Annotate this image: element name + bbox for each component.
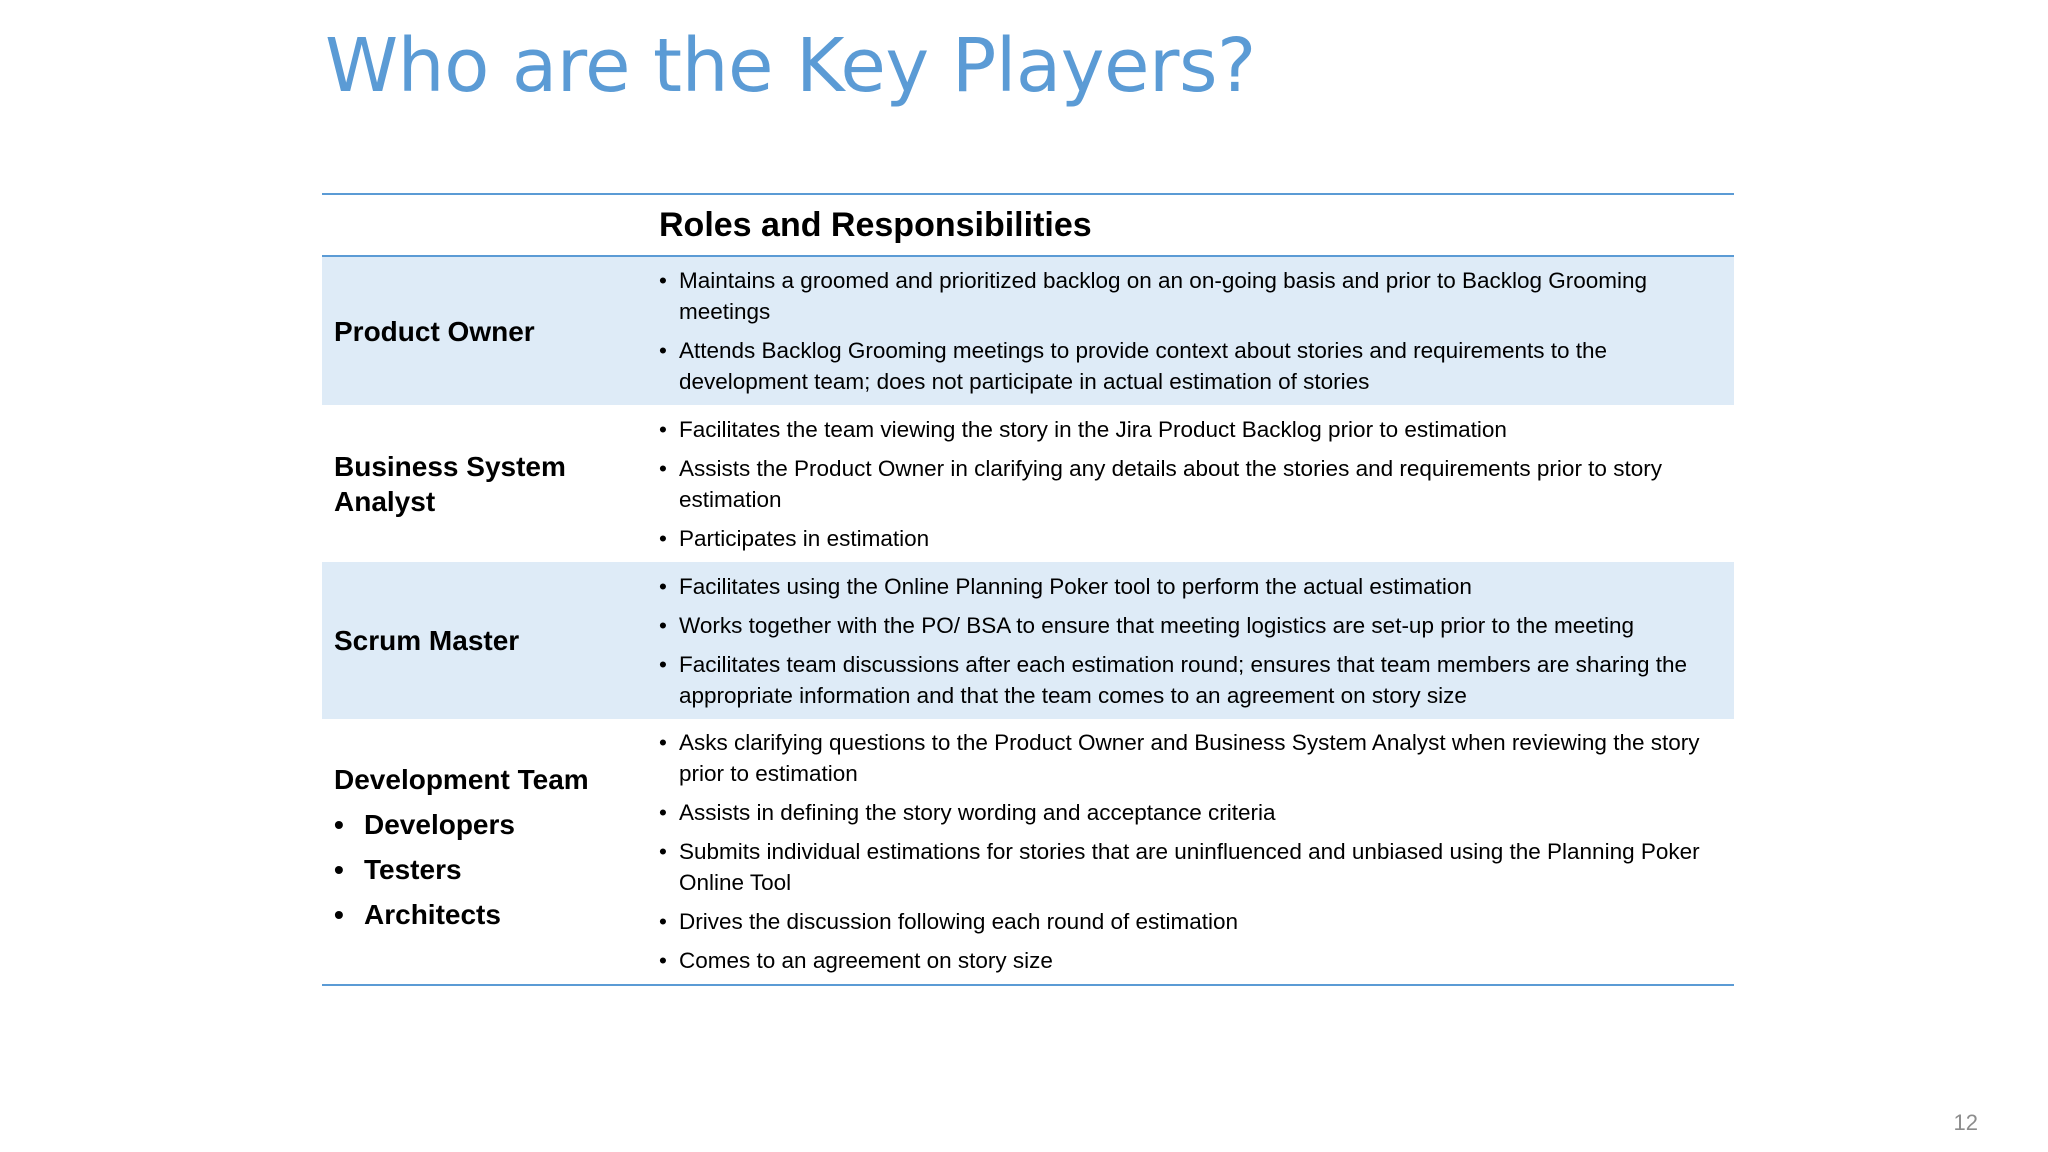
responsibility-list bbox=[659, 265, 1726, 397]
role-name-product-owner: Product Owner bbox=[334, 315, 535, 347]
list-item: • Participates in estimation bbox=[659, 523, 1726, 554]
role-name-development-team: Development Team bbox=[334, 763, 589, 795]
responsibilities-cell bbox=[647, 562, 1734, 719]
list-item: • Asks clarifying questions to the Product Owner and Business System Analyst when reviewing the story prior to estimation bbox=[659, 727, 1726, 789]
table-header-row bbox=[322, 194, 1734, 256]
list-item: • Comes to an agreement on story size bbox=[659, 945, 1726, 976]
sub-role-item: • Testers bbox=[334, 852, 639, 887]
sub-role-item: • Architects bbox=[334, 897, 639, 932]
slide-title: Who are the Key Players? bbox=[325, 23, 1256, 109]
sub-role-list bbox=[334, 807, 639, 932]
list-item: • Drives the discussion following each round of estimation bbox=[659, 906, 1726, 937]
roles-table bbox=[322, 193, 1734, 986]
list-item: • Facilitates the team viewing the story in the Jira Product Backlog prior to estimation bbox=[659, 414, 1726, 445]
sub-role-item: • Developers bbox=[334, 807, 639, 842]
table-row bbox=[322, 562, 1734, 719]
responsibilities-cell bbox=[647, 405, 1734, 562]
responsibilities-cell bbox=[647, 719, 1734, 985]
list-item: • Attends Backlog Grooming meetings to provide context about stories and requirements to the development team; does not participate in actual estimation of stories bbox=[659, 335, 1726, 397]
list-item: • Assists in defining the story wording and acceptance criteria bbox=[659, 797, 1726, 828]
table-row bbox=[322, 405, 1734, 562]
role-name-scrum-master: Scrum Master bbox=[334, 625, 520, 656]
list-item: • Submits individual estimations for stories that are uninfluenced and unbiased using the Planning Poker Online Tool bbox=[659, 836, 1726, 898]
responsibilities-header: Roles and Responsibilities bbox=[647, 194, 1734, 256]
list-item: • Assists the Product Owner in clarifying any details about the stories and requirements prior to story estimation bbox=[659, 453, 1726, 515]
table-row bbox=[322, 719, 1734, 985]
responsibility-list bbox=[659, 414, 1726, 554]
list-item: • Facilitates team discussions after each estimation round; ensures that team members are sharing the appropriate information and that the team comes to an agreement on story size bbox=[659, 649, 1726, 711]
responsibilities-cell bbox=[647, 256, 1734, 405]
list-item: • Maintains a groomed and prioritized backlog on an on-going basis and prior to Backlog Grooming meetings bbox=[659, 265, 1726, 327]
role-cell bbox=[322, 256, 647, 405]
role-cell bbox=[322, 719, 647, 985]
page-number: 12 bbox=[1953, 1110, 1978, 1135]
responsibility-list bbox=[659, 571, 1726, 711]
role-cell bbox=[322, 562, 647, 719]
table-row bbox=[322, 256, 1734, 405]
list-item: • Works together with the PO/ BSA to ensure that meeting logistics are set-up prior to the meeting bbox=[659, 610, 1726, 641]
role-name-business-system-analyst: Business System Analyst bbox=[334, 450, 566, 517]
list-item: • Facilitates using the Online Planning Poker tool to perform the actual estimation bbox=[659, 571, 1726, 602]
header-blank-cell bbox=[322, 194, 647, 256]
role-cell bbox=[322, 405, 647, 562]
responsibility-list bbox=[659, 727, 1726, 976]
